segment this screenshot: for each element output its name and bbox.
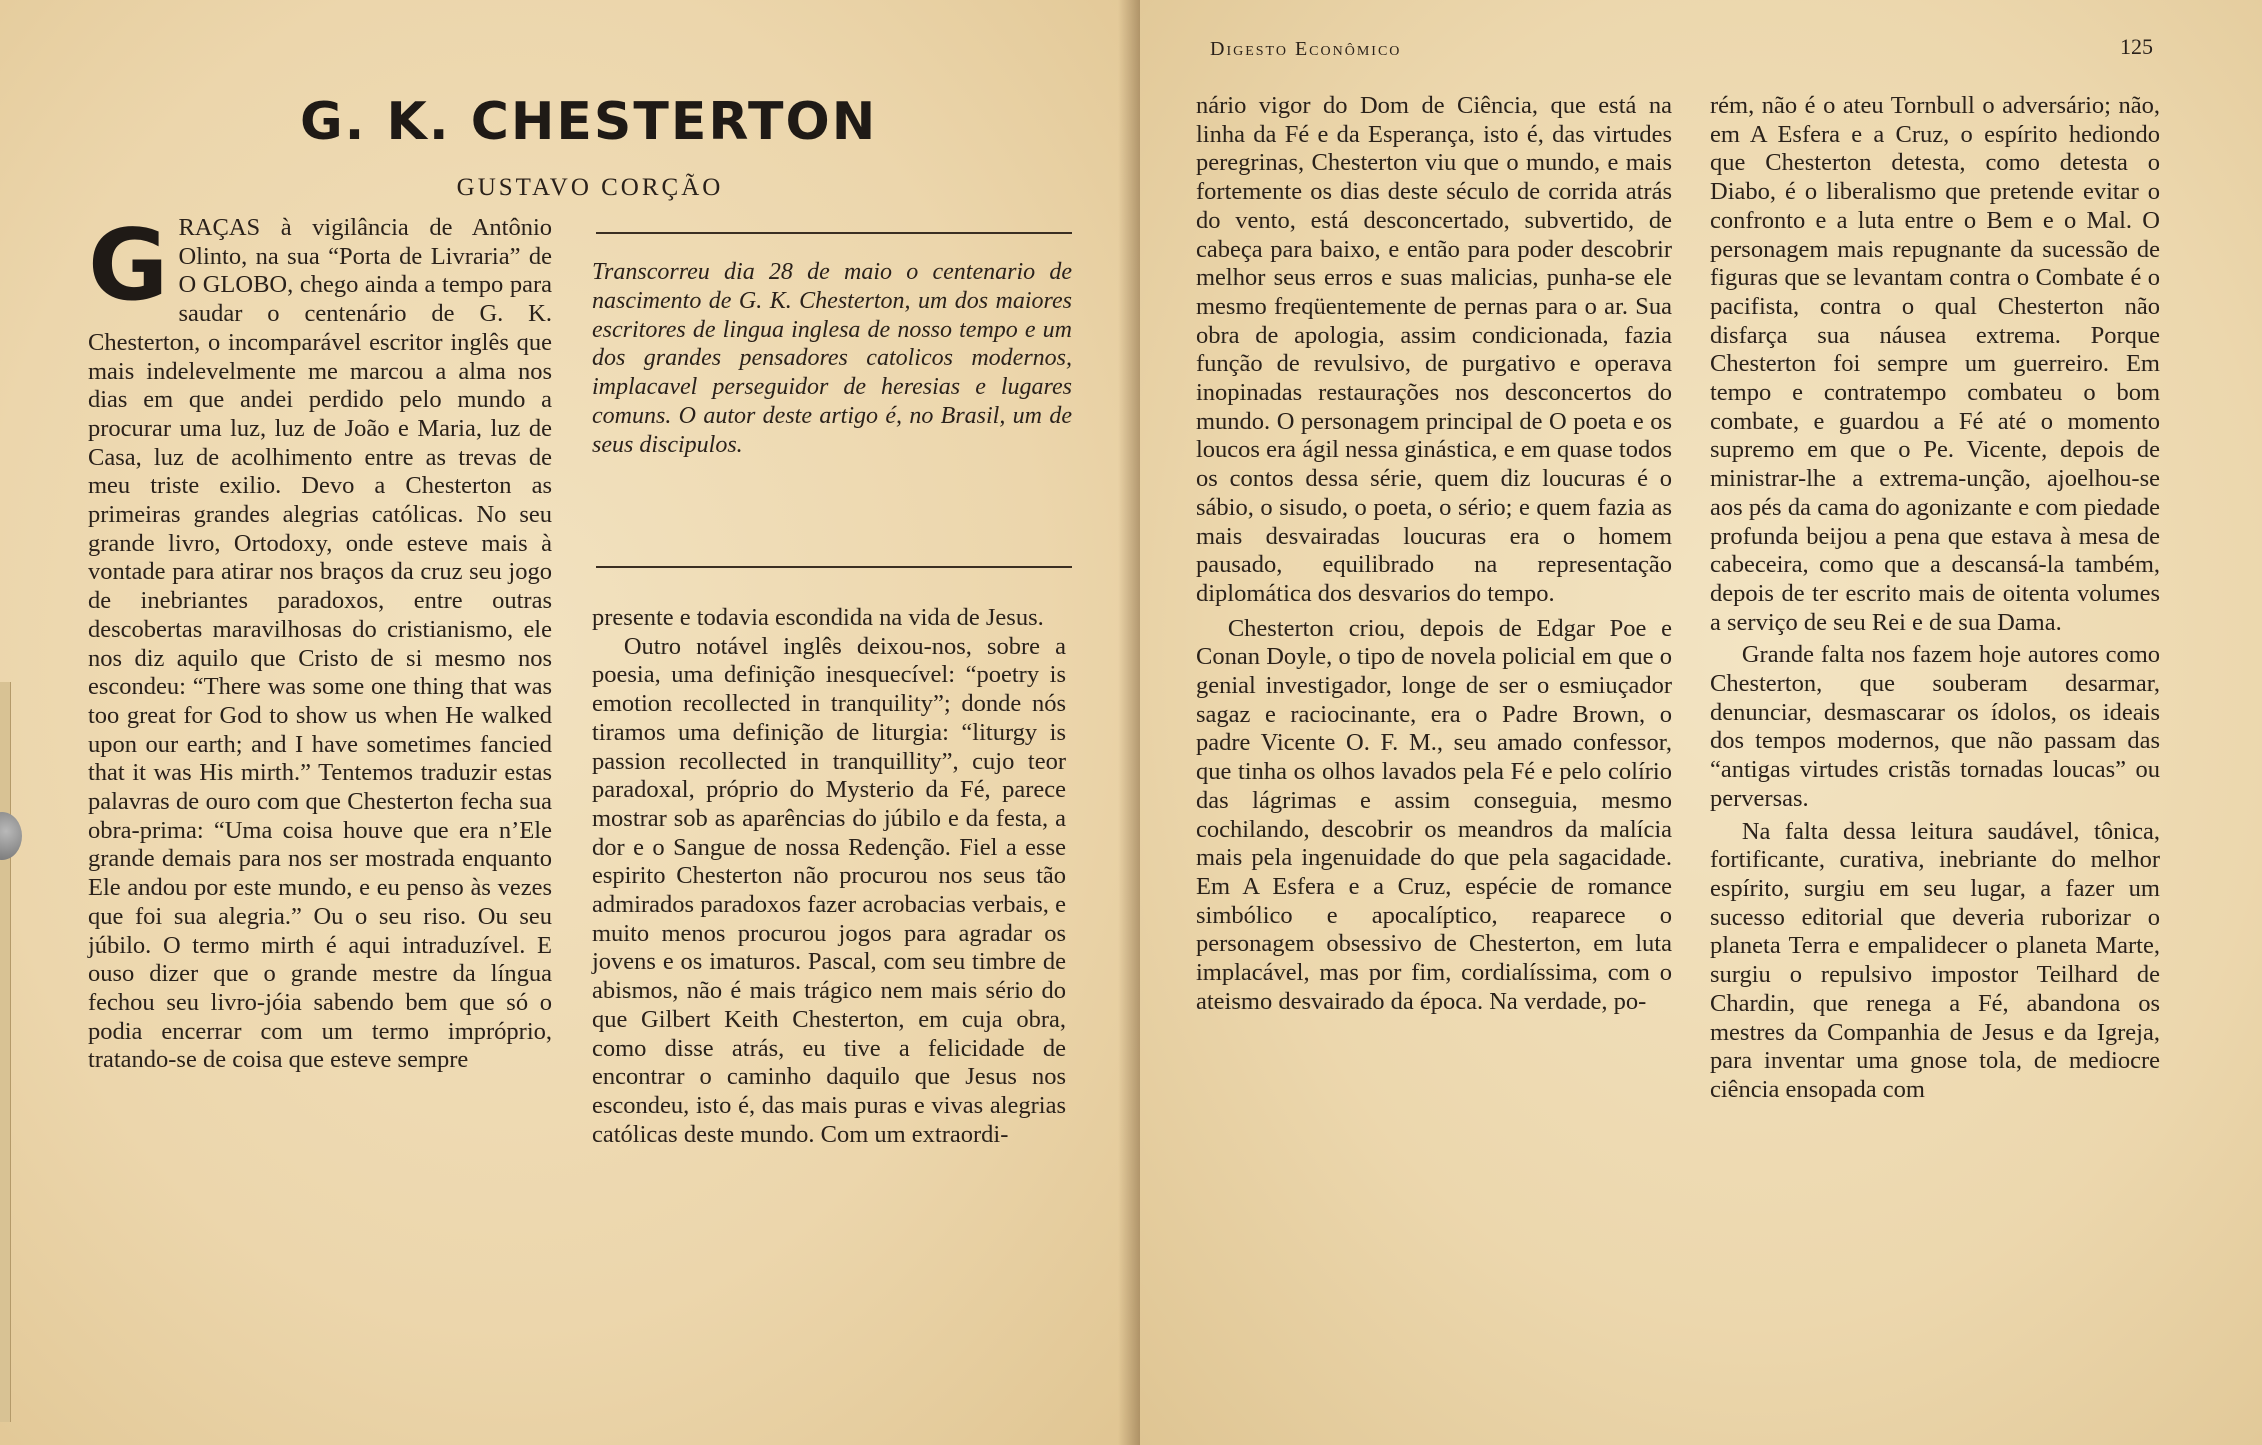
page-edge-tab	[0, 682, 11, 1422]
col1-paragraph-1-text: RAÇAS à vigilância de Antônio Olinto, na sua “Porta de Livraria” de O GLOBO, chego ainda a tempo para saudar o centenário de G. K. Chesterton, o incomparável escritor inglês que mais indelevelmente me marcou a alma nos dias em que andei perdido pelo mundo a procurar uma luz, luz de João e Maria, luz de Casa, luz de acolhimento entre as trevas de meu triste exilio. Devo a Chesterton as primeiras grandes alegrias católicas. No seu grande livro, Ortodoxy, onde esteve mais à vontade para atirar nos braços da cruz seu jogo de inebriantes paradoxos, entre outras descobertas maravilhosas do cristianismo, ele nos diz aquilo que Cristo de si mesmo nos escondeu: “There was some one thing that was too great for God to show us when He walked upon our earth; and I have sometimes fancied that it was His mirth.” Tentemos traduzir estas palavras de ouro com que Chesterton fecha sua obra-prima: “Uma coisa houve que era n’Ele grande demais para nos ser mostrada enquanto Ele andou por este mundo, e eu penso às vezes que foi sua alegria.” Ou o seu riso. Ou seu júbilo. O termo mirth é aqui intraduzível. E ouso dizer que o grande mestre da língua fechou seu livro-jóia sabendo bem que só o podia encerrar com um termo impróprio, tratando-se de coisa que esteve sempre	[88, 214, 552, 1074]
col3-paragraph-2: Chesterton criou, depois de Edgar Poe e Conan Doyle, o tipo de novela policial em que o genial investigador, longe de ser o esmiuçador sagaz e raciocinante, era o Padre Brown, o padre Vicente O. F. M., seu amado confessor, que tinha os olhos lavados pela Fé e pelo colírio das lágrimas e assim conseguia, mesmo cochilando, descobrir os meandros da malícia mais pela ingenuidade do que pela sagacidade. Em A Esfera e a Cruz, espécie de romance simbólico e apocalíptico, reaparece o personagem obsessivo de Chesterton, em luta implacável, mas por fim, cordialíssima, com o ateismo desvairado da época. Na verdade, po-	[1196, 614, 1672, 1015]
col2-paragraph-1: presente e todavia escondida na vida de Jesus.	[592, 604, 1044, 631]
epigraph-bottom-rule	[596, 566, 1072, 568]
col1-paragraph-1	[88, 209, 552, 1075]
article-title: G. K. CHESTERTON	[300, 92, 878, 152]
staple-clip	[0, 812, 22, 860]
col4-paragraph-1: rém, não é o ateu Tornbull o adversário; não, em A Esfera e a Cruz, o espírito hediondo que Chesterton detesta, como detesta o Diabo, é o liberalismo que pretende evitar o confronto e a luta entre o Bem e o Mal. O personagem mais repugnante da sucessão de figuras que se levantam contra o Combate é o pacifista, contra o qual Chesterton não disfarça sua náusea extrema. Porque Chesterton foi sempre um guerreiro. Em tempo e contratempo combateu o bom combate, e guardou a Fé até o momento supremo em que o Pe. Vicente, depois de ministrar-lhe a extrema-unção, ajoelhou-se aos pés da cama do agonizante e com piedade profunda beijou a pena que estava à mesa de cabeceira, como que a descansá-la também, depois de ter escrito mais de oitenta volumes a serviço de seu Rei e de sua Dama.	[1710, 92, 2160, 636]
drop-cap: G	[88, 209, 169, 323]
epigraph-top-rule	[596, 232, 1072, 234]
col4-paragraph-3: Na falta dessa leitura saudável, tônica, fortificante, curativa, inebriante do melhor espírito, surgiu em seu lugar, a fazer um sucesso editorial que deveria ruborizar o planeta Terra e empalidecer o planeta Marte, surgiu o repulsivo impostor Teilhard de Chardin, que renega a Fé, abandona os mestres da Companhia de Jesus e da Igreja, para inventar uma gnose tola, de mediocre ciência ensopada com	[1710, 817, 2160, 1103]
column-3	[1196, 92, 1672, 1017]
page-number: 125	[2120, 34, 2153, 59]
column-4	[1710, 92, 2160, 1105]
article-author: GUSTAVO CORÇÃO	[456, 174, 724, 201]
column-1	[88, 209, 552, 1075]
col3-paragraph-1: nário vigor do Dom de Ciência, que está na linha da Fé e da Esperança, isto é, das virtudes peregrinas, Chesterton viu que o mundo, e mais fortemente os dias deste século de corrida atrás do vento, está desconcertado, subvertido, de cabeça para baixo, e então para poder descobrir melhor seus erros e suas malicias, punha-se ele mesmo freqüentemente de pernas para o ar. Sua obra de apologia, assim condicionada, fazia função de revulsivo, de purgativo e operava inopinadas restaurações nos desconcertos do mundo. O personagem principal de O poeta e os loucos era ágil nessa ginástica, e em quase todos os contos dessa série, quem diz loucuras é o sábio, o sisudo, o poeta, o sério; e quem fazia as mais desvairadas loucuras era o homem pausado, equilibrado na representação diplomática dos desvarios do tempo.	[1196, 92, 1672, 607]
col4-paragraph-2: Grande falta nos fazem hoje autores como Chesterton, que souberam desarmar, denunciar, desmascarar os ídolos, os ideais dos tempos modernos, que não passam das “antigas virtudes cristãs tornadas loucas” ou perversas.	[1710, 641, 2160, 812]
running-header: Digesto Econômico	[1210, 38, 1402, 60]
col2-paragraph-2: Outro notável inglês deixou-nos, sobre a poesia, uma definição inesquecível: “poetry is emotion recollected in tranquility”; donde nós tiramos uma definição de liturgia: “liturgy is passion recollected in tranquillity”, cujo teor paradoxal, próprio do Mysterio da Fé, parece mostrar sob as aparências do júbilo e da festa, a dor e o Sangue de nossa Redenção. Fiel a esse espirito Chesterton não procurou nos seus tão admirados paradoxos fazer acrobacias verbais, e muito menos procurou jogos para agradar os jovens e os imaturos. Pascal, com seu timbre de abismos, não é mais trágico nem mais sério do que Gilbert Keith Chesterton, em cuja obra, como disse atrás, eu tive a felicidade de encontrar o caminho daquilo que Jesus nos escondeu, isto é, das mais puras e vivas alegrias católicas deste mundo. Com um extraordi-	[592, 632, 1066, 1148]
epigraph: Transcorreu dia 28 de maio o centenario de nascimento de G. K. Chesterton, um dos maiores escritores de lingua inglesa de nosso tempo e um dos grandes pensadores catolicos modernos, implacavel perseguidor de heresias e lugares comuns. O autor deste artigo é, no Brasil, um de seus discipulos.	[592, 259, 1072, 458]
column-2	[592, 604, 1066, 1149]
